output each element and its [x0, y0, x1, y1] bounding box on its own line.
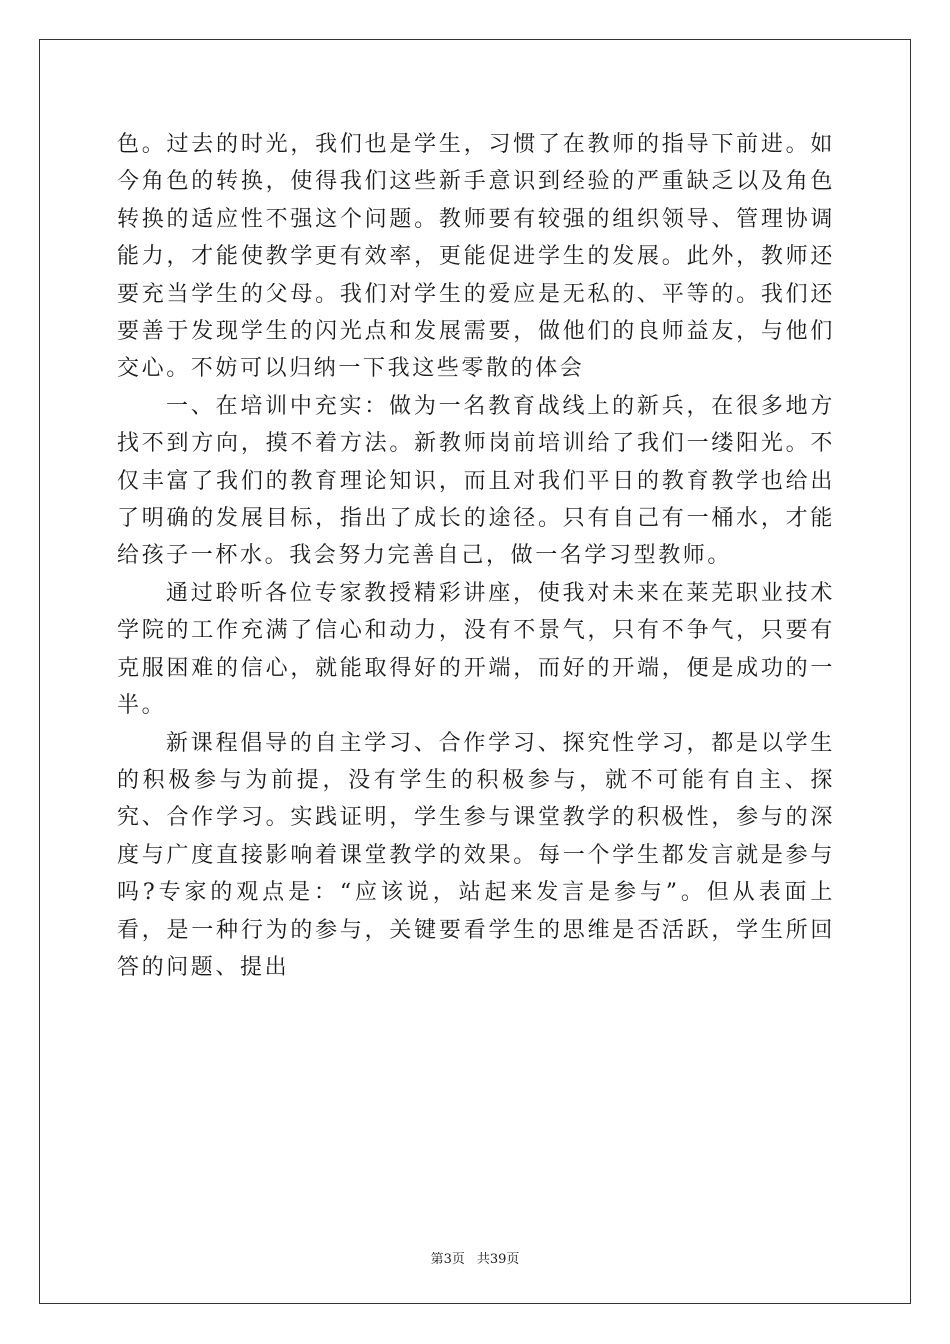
- paragraph-training: 一、在培训中充实：做为一名教育战线上的新兵，在很多地方找不到方向，摸不着方法。新教师岗前培训给了我们一缕阳光。不仅丰富了我们的教育理论知识，而且对我们平日的教育教学也给出了明确的发展目标，指出了成长的途径。只有自己有一桶水，才能给孩子一杯水。我会努力完善自己，做一名学习型教师。: [117, 393, 835, 569]
- page-footer: [0, 1248, 950, 1267]
- page-number-total: 共39页: [476, 1252, 520, 1267]
- page-number-current: 第3页: [430, 1252, 465, 1267]
- paragraph-new-curriculum: 新课程倡导的自主学习、合作学习、探究性学习，都是以学生的积极参与为前提，没有学生的积极参与，就不可能有自主、探究、合作学习。实践证明，学生参与课堂教学的积极性，参与的深度与广度直接影响着课堂教学的效果。每一个学生都发言就是参与吗?专家的观点是：“应该说，站起来发言是参与”。但从表面上看，是一种行为的参与，关键要看学生的思维是否活跃，学生所回答的问题、提出: [117, 730, 835, 980]
- document-body: [117, 126, 835, 986]
- paragraph-continued: 色。过去的时光，我们也是学生，习惯了在教师的指导下前进。如今角色的转换，使得我们这些新手意识到经验的严重缺乏以及角色转换的适应性不强这个问题。教师要有较强的组织领导、管理协调能力，才能使教学更有效率，更能促进学生的发展。此外，教师还要充当学生的父母。我们对学生的爱应是无私的、平等的。我们还要善于发现学生的闪光点和发展需要，做他们的良师益友，与他们交心。不妨可以归纳一下我这些零散的体会: [117, 132, 835, 382]
- paragraph-lectures: 通过聆听各位专家教授精彩讲座，使我对未来在莱芜职业技术学院的工作充满了信心和动力，没有不景气，只有不争气，只要有克服困难的信心，就能取得好的开端，而好的开端，便是成功的一半。: [117, 580, 835, 719]
